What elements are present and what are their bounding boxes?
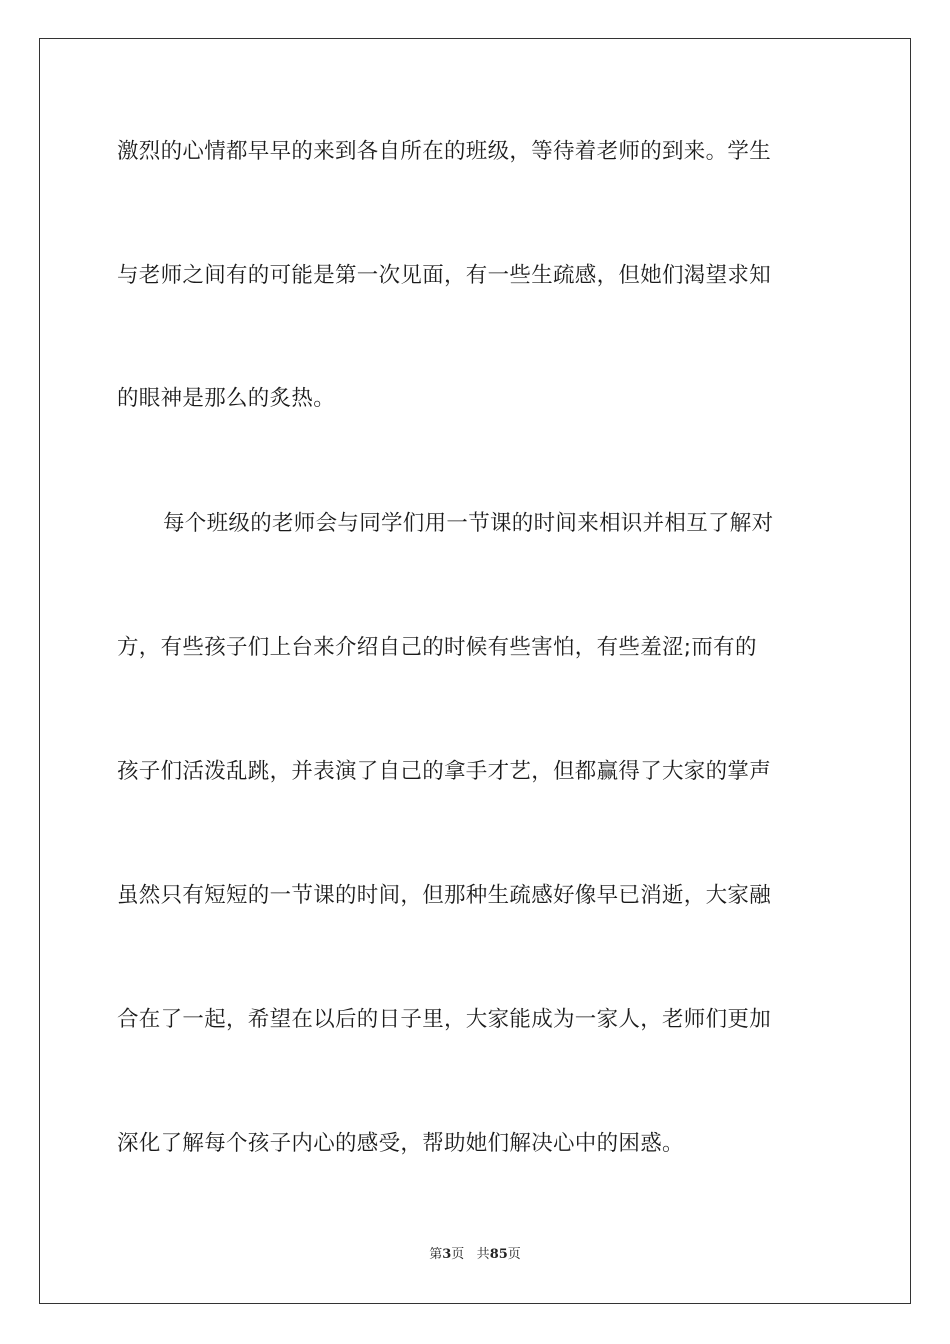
text-line-6: 孩子们活泼乱跳，并表演了自己的拿手才艺，但都赢得了大家的掌声	[117, 759, 772, 784]
total-label-prefix: 共	[476, 1247, 490, 1262]
page-label-prefix: 第	[429, 1247, 443, 1262]
text-line-1: 激烈的心情都早早的来到各自所在的班级，等待着老师的到来。学生	[117, 139, 772, 164]
paragraph-2-line-1: 每个班级的老师会与同学们用一节课的时间来相识并相互了解对	[163, 511, 774, 536]
text-line-8: 合在了一起，希望在以后的日子里，大家能成为一家人，老师们更加	[117, 1007, 772, 1032]
text-line-2: 与老师之间有的可能是第一次见面，有一些生疏感，但她们渴望求知	[117, 263, 772, 288]
page-footer	[0, 1246, 950, 1264]
text-line-3: 的眼神是那么的炙热。	[117, 386, 336, 411]
page-number: 3	[442, 1247, 452, 1262]
page-label-suffix: 页	[451, 1247, 465, 1262]
total-pages: 85	[489, 1247, 508, 1262]
text-line-7: 虽然只有短短的一节课的时间，但那种生疏感好像早已消逝，大家融	[117, 883, 772, 908]
text-line-9: 深化了解每个孩子内心的感受，帮助她们解决心中的困惑。	[117, 1131, 684, 1156]
page-border	[39, 38, 911, 1304]
total-label-suffix: 页	[507, 1247, 521, 1262]
text-line-5: 方，有些孩子们上台来介绍自己的时候有些害怕，有些羞涩;而有的	[117, 635, 757, 660]
